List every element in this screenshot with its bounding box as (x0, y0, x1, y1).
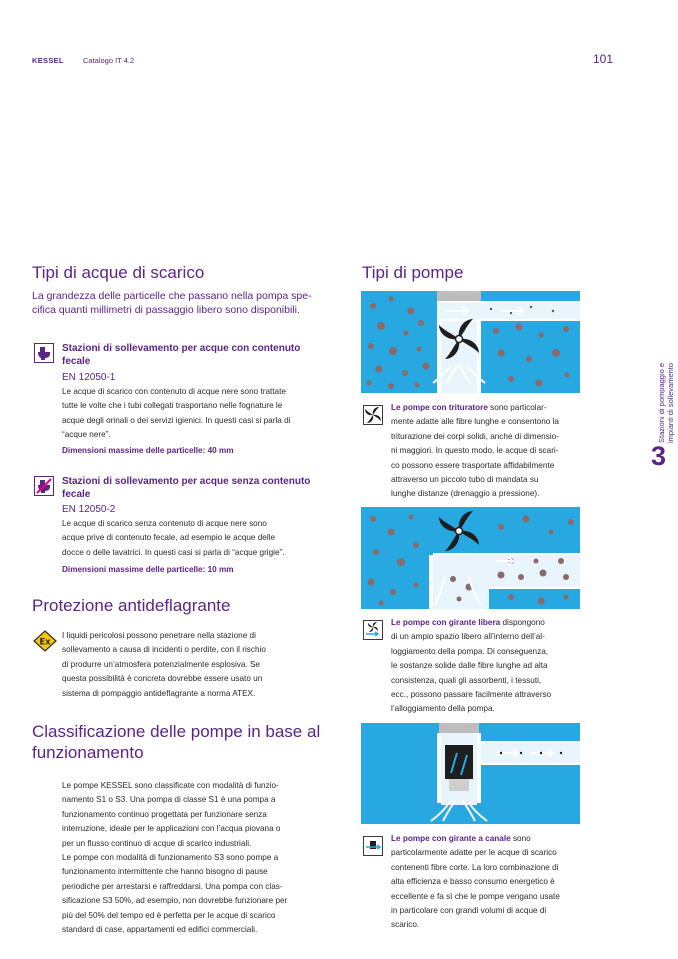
body-line: Le acque di scarico con contenuto di acque nere sono trattate (62, 387, 286, 396)
body-line: ecc., possono passare facilmente attraverso (391, 690, 552, 700)
nonfecal-body (62, 517, 285, 560)
atex-body (62, 629, 266, 701)
body-line: Le acque di scarico senza contenuto di acque nere sono (62, 519, 267, 528)
atex-title: Protezione antideflagrante (32, 596, 231, 615)
nonfecal-max-particle: Dimensioni massime delle particelle: 10 mm (62, 565, 234, 574)
wastewater-lead (32, 289, 332, 317)
body-line: più del 50% del tempo ed è perfetta per le acque di scarico (62, 910, 276, 920)
body-line: scarico. (391, 920, 420, 930)
nonfecal-title-line: fecale (62, 489, 91, 500)
body-line: questa possibilità è concreta dovrebbe essere usato un (62, 674, 263, 684)
classification-title (32, 721, 320, 763)
body-line: consistenza, quali gli assorbenti, i tessuti, (391, 675, 542, 685)
body-line: di un ampio spazio libero all’interno dell’al- (391, 632, 545, 642)
side-label-line1: Stazioni di pompaggio e (657, 362, 666, 443)
toilet-icon (34, 343, 54, 363)
body-line (391, 616, 551, 630)
body-line: alta efficienza e basso consumo energetico è (391, 877, 555, 887)
body-line: particolarmente adatte per le acque di scarico (391, 848, 557, 858)
body-line: acque degli orinali o dei servizi igienici. In questi casi si parla di (62, 415, 291, 425)
fecal-title-line: Stazioni di sollevamento per acque con contenuto (62, 343, 301, 354)
body-line: Le pompe con modalità di funzionamento S3 sono pompe a (62, 853, 279, 863)
fecal-title (62, 342, 300, 368)
no-toilet-icon (34, 476, 54, 496)
body-line: co possono essere trasportate affidabilmente (391, 460, 555, 470)
body-line: eccellente e fa sì che le pompe vengano usate (391, 891, 560, 901)
body-line: docce o delle lavatrici. In questi casi si parla di “acque grigie”. (62, 547, 285, 557)
body-line: mente adatte alle fibre lunghe e consentono la (391, 417, 559, 427)
vortex-pump-icon (363, 620, 383, 640)
side-label-line2: impianti di sollevamento (666, 362, 675, 443)
chapter-number: 3 (651, 441, 667, 471)
body-line: interruzione, ideale per le applicazioni con l’acqua piovana o (62, 824, 281, 834)
channel-pump-diagram (361, 723, 580, 824)
body-line: attraverso un piccolo tubo di mandata su (391, 475, 539, 485)
body-line: tutte le volte che i tubi collegati trasportano nelle fognature le (62, 401, 283, 411)
body-line: l’alloggiamento della pompa. (391, 704, 495, 714)
grinder-rest-first: sono particolar- (487, 403, 547, 412)
classification-title-line: funzionamento (32, 743, 144, 762)
body-line: sollevamento a causa di incidenti o perdite, con il rischio (62, 645, 266, 655)
body-line: funzionamento intermittente che hanno bisogno di pause (62, 867, 268, 877)
body-line (391, 401, 559, 415)
body-line: I liquidi pericolosi possono penetrare nella stazione di (62, 631, 256, 640)
nonfecal-title (62, 475, 310, 501)
nonfecal-standard: EN 12050-2 (62, 504, 116, 515)
classification-title-line: Classificazione delle pompe in base al (32, 722, 321, 741)
body-line: namento S1 o S3. Una pompa di classe S1 è una pompa a (62, 795, 276, 805)
body-line: periodiche per arrestarsi e raffreddarsi. Una pompa con clas- (62, 881, 283, 891)
body-line: per un flusso continuo di acque di scarico industriali. (62, 838, 252, 848)
body-line: funzionamento continuo progettata per funzionare senza (62, 809, 267, 819)
body-line: standard di case, appartamenti ed edifici commerciali. (62, 925, 258, 935)
wastewater-title: Tipi di acque di scarico (32, 263, 205, 282)
channel-description (391, 832, 560, 933)
channel-pump-icon (363, 836, 383, 856)
vortex-description (391, 616, 551, 717)
channel-rest-first: sono (510, 834, 531, 843)
nonfecal-title-line: Stazioni di sollevamento per acque senza contenuto (62, 476, 311, 487)
body-line: Le pompe KESSEL sono classificate con modalità di funzio- (62, 781, 279, 790)
vortex-lead: Le pompe con girante libera (391, 618, 501, 627)
body-line: acque prive di contenuto fecale, ad esempio le acque delle (62, 533, 276, 543)
body-line: triturazione dei corpi solidi, anche di dimensio- (391, 431, 559, 441)
body-line: loggiamento della pompa. Di conseguenza, (391, 646, 549, 656)
body-line: di produrre un’atmosfera potenzialmente esplosiva. Se (62, 659, 260, 669)
channel-lead: Le pompe con girante a canale (391, 834, 511, 843)
body-line: le sostanze solide dalle fibre lunghe ad alta (391, 661, 548, 671)
fecal-title-line: fecale (62, 356, 91, 367)
classification-body (62, 779, 287, 937)
fecal-body (62, 385, 290, 443)
lead-line: cifica quanti millimetri di passaggio libero sono disponibili. (32, 304, 300, 316)
body-line (391, 832, 560, 846)
vortex-pump-diagram (361, 507, 580, 609)
header-brand: KESSEL (32, 56, 64, 65)
page-number: 101 (593, 52, 614, 66)
pump-types-title: Tipi di pompe (362, 263, 464, 282)
grinder-lead: Le pompe con trituratore (391, 403, 488, 412)
ex-warning-icon (33, 630, 57, 652)
body-line: ni maggiori. In questo modo, le acque di scari- (391, 446, 559, 456)
grinder-description (391, 401, 559, 502)
body-line: sistema di pompaggio antideflagrante a norma ATEX. (62, 688, 256, 698)
fecal-max-particle: Dimensioni massime delle particelle: 40 mm (62, 446, 234, 455)
vortex-rest-first: dispongono (500, 618, 545, 627)
body-line: in particolare con grandi volumi di acque di (391, 906, 547, 916)
body-line: sificazione S3 50%, ad esempio, non dovrebbe funzionare per (62, 896, 288, 906)
ex-label: Ex (39, 637, 51, 648)
chapter-side-label (652, 345, 675, 445)
fecal-standard: EN 12050-1 (62, 372, 116, 383)
header-catalog: Catalogo IT 4.2 (83, 56, 135, 65)
grinder-pump-diagram (361, 291, 580, 393)
grinder-pump-icon (363, 405, 383, 425)
lead-line: La grandezza delle particelle che passano nella pompa spe- (32, 290, 312, 302)
body-line: lunghe distanze (drenaggio a pressione). (391, 489, 540, 499)
body-line: “acque nere”. (62, 430, 111, 440)
body-line: contenenti fibre corte. La loro combinazione di (391, 862, 559, 872)
